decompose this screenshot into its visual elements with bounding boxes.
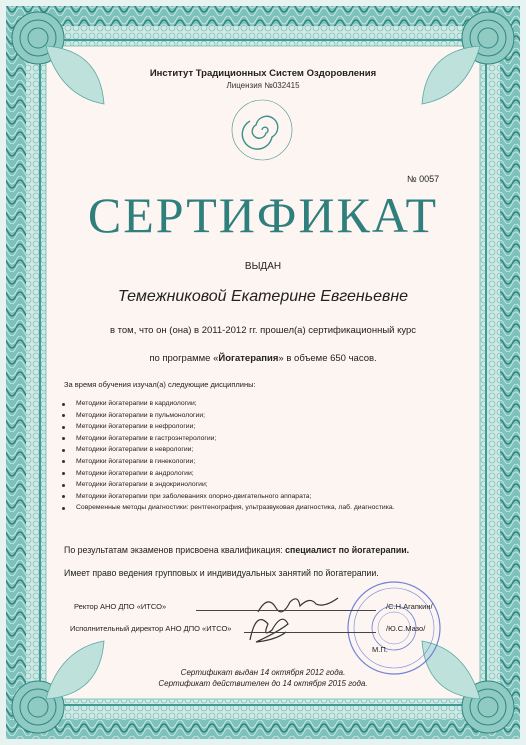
rector-label: Ректор АНО ДПО «ИТСО» bbox=[74, 602, 167, 611]
list-item bbox=[62, 421, 395, 433]
rights-statement: Имеет право ведения групповых и индивидуальных занятий по йогатерапии. bbox=[64, 568, 379, 578]
bullet-icon bbox=[62, 460, 65, 463]
discipline-text: Методики йогатерапии в эндокринологии; bbox=[76, 481, 208, 489]
valid-until-date: Сертификат действителен до 14 октября 2015 года. bbox=[158, 679, 368, 688]
discipline-text: Методики йогатерапии в гинекологии; bbox=[76, 457, 196, 465]
qualification-statement bbox=[64, 545, 409, 555]
list-item bbox=[62, 444, 395, 456]
discipline-text: Методики йогатерапии при заболеваниях опорно-двигательного аппарата; bbox=[76, 492, 312, 500]
director-signature-line bbox=[244, 632, 376, 633]
rector-signature-line bbox=[196, 610, 376, 611]
list-item bbox=[62, 410, 395, 422]
list-item bbox=[62, 468, 395, 480]
qualification-value: специалист по йогатерапии. bbox=[285, 545, 410, 555]
bullet-icon bbox=[62, 437, 65, 440]
discipline-text: Современные методы диагностики: рентгенография, ультразвуковая диагностика, лаб. диагностика. bbox=[76, 504, 395, 512]
list-item bbox=[62, 502, 395, 514]
disciplines-heading: За время обучения изучал(а) следующие дисциплины: bbox=[64, 380, 256, 389]
license-number: Лицензия №032415 bbox=[226, 81, 300, 90]
issue-date: Сертификат выдан 14 октября 2012 года. bbox=[180, 668, 346, 677]
bullet-icon bbox=[62, 472, 65, 475]
discipline-text: Методики йогатерапии в пульмонологии; bbox=[76, 411, 206, 419]
institute-name: Институт Традиционных Систем Оздоровления bbox=[149, 68, 377, 79]
bullet-icon bbox=[62, 484, 65, 487]
bullet-icon bbox=[62, 507, 65, 510]
course-statement: в том, что он (она) в 2011-2012 гг. прошел(а) сертификационный курс bbox=[109, 325, 417, 336]
director-name: /Ю.С.Мазо/ bbox=[386, 624, 426, 633]
director-label: Исполнительный директор АНО ДПО «ИТСО» bbox=[70, 624, 232, 633]
discipline-text: Методики йогатерапии в кардиологии; bbox=[76, 400, 197, 407]
issued-label: ВЫДАН bbox=[244, 261, 282, 272]
program-name: Йогатерапия bbox=[218, 353, 279, 364]
qualification-prefix: По результатам экзаменов присвоена квалификация: bbox=[64, 545, 283, 555]
rector-name: /С.Н.Агапкин/ bbox=[386, 602, 433, 611]
certificate-title: СЕРТИФИКАТ bbox=[87, 187, 439, 243]
discipline-text: Методики йогатерапии в неврологии; bbox=[76, 446, 194, 454]
list-item bbox=[62, 398, 395, 410]
discipline-text: Методики йогатерапии в андрологии; bbox=[76, 469, 194, 477]
stamp-mark: М.П. bbox=[372, 645, 388, 654]
list-item bbox=[62, 491, 395, 503]
bullet-icon bbox=[62, 403, 65, 406]
list-item bbox=[62, 456, 395, 468]
bullet-icon bbox=[62, 449, 65, 452]
bullet-icon bbox=[62, 426, 65, 429]
bullet-icon bbox=[62, 414, 65, 417]
program-suffix: » в объеме 650 часов. bbox=[278, 353, 377, 364]
list-item bbox=[62, 433, 395, 445]
discipline-text: Методики йогатерапии в нефрологии; bbox=[76, 423, 196, 431]
program-prefix: по программе « bbox=[149, 353, 219, 364]
disciplines-list bbox=[62, 398, 395, 514]
bullet-icon bbox=[62, 495, 65, 498]
list-item bbox=[62, 479, 395, 491]
recipient-name: Темежниковой Екатерине Евгеньевне bbox=[117, 288, 409, 305]
program-statement bbox=[0, 353, 526, 364]
certificate-number: № 0057 bbox=[407, 174, 440, 184]
discipline-text: Методики йогатерапии в гастроэнтерологии; bbox=[76, 434, 217, 442]
